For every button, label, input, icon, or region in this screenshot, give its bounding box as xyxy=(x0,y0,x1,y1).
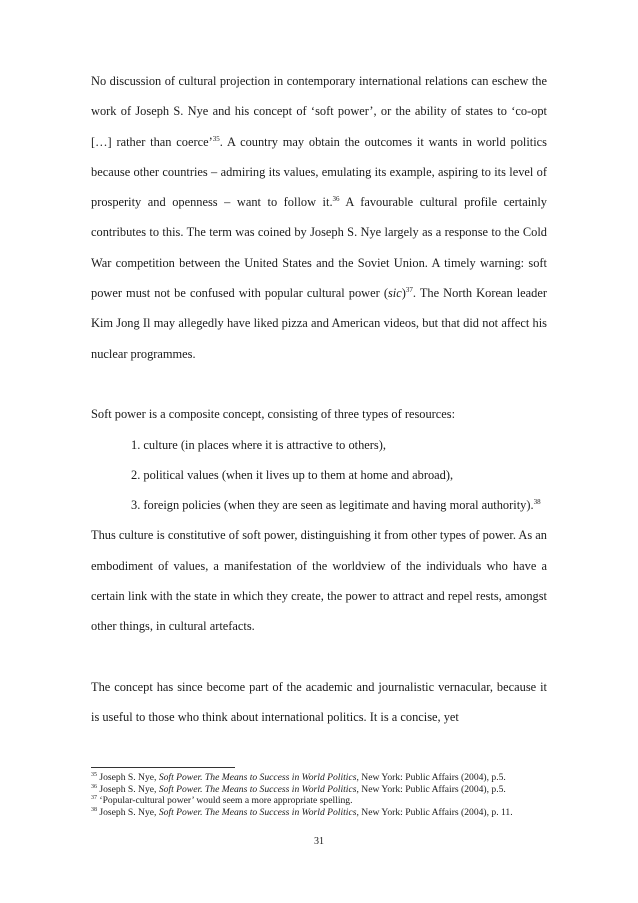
footnote-author: Joseph S. Nye, xyxy=(97,783,159,795)
sic-term: sic xyxy=(387,286,402,301)
footnote-number: 38 xyxy=(91,806,97,813)
footnote-number: 37 xyxy=(91,795,97,801)
footnote-author: Joseph S. Nye, xyxy=(97,772,159,783)
paragraph-3: Thus culture is constitutive of soft power, distinguishing it from other types of power. As an embodiment of values, a manifestation of the worldview of the individuals who have a certain link with the state in which they create, the power to attract and repel rests, amongst other things, in cultural artefacts. xyxy=(91,528,547,634)
footnotes xyxy=(91,772,561,818)
footnote-title: Soft Power. The Means to Success in World Politics xyxy=(158,806,357,818)
footnote-title: Soft Power. The Means to Success in World Politics xyxy=(158,772,357,783)
paragraph-2: Soft power is a composite concept, consisting of three types of resources: xyxy=(91,407,456,422)
footnote-36 xyxy=(91,784,561,796)
paragraph-gap xyxy=(91,642,547,672)
footnote-divider xyxy=(91,767,235,768)
paragraph-gap xyxy=(91,369,547,399)
footnote-title: Soft Power. The Means to Success in World Politics xyxy=(158,783,357,795)
list-item-foreign-policies-text: 3. foreign policies (when they are seen as legitimate and having moral authority). xyxy=(131,498,534,513)
footnote-number: 35 xyxy=(91,771,97,778)
footnote-ref-37[interactable]: 37 xyxy=(405,285,413,294)
footnote-35 xyxy=(91,772,561,784)
paragraph-1 xyxy=(91,66,547,369)
footnote-author: Joseph S. Nye, xyxy=(97,806,159,818)
footnote-37 xyxy=(91,795,561,807)
footnote-publication: , New York: Public Affairs (2004), p.5. xyxy=(356,772,506,783)
list-item-political-values: 2. political values (when it lives up to them at home and abroad), xyxy=(131,467,454,482)
footnote-publication: , New York: Public Affairs (2004), p.5. xyxy=(356,783,506,795)
page-number: 31 xyxy=(314,836,324,847)
resource-list xyxy=(91,430,547,521)
footnote-ref-35[interactable]: 35 xyxy=(212,134,220,143)
footnote-number: 36 xyxy=(91,783,97,790)
footnote-ref-36[interactable]: 36 xyxy=(332,195,340,204)
body-text xyxy=(91,66,547,733)
footnote-publication: , New York: Public Affairs (2004), p. 11. xyxy=(356,806,513,818)
list-item-foreign-policies xyxy=(91,490,547,520)
footnote-ref-38[interactable]: 38 xyxy=(533,498,541,507)
list-item-culture: 1. culture (in places where it is attractive to others), xyxy=(131,437,386,452)
paragraph-1-text-c: A favourable cultural profile certainly contributes to this. The term was coined by Joseph S. Nye largely as a response to the Cold War competition between the United States and the Soviet Union. A timely warning: soft power must not be confused with popular cultural power ( xyxy=(91,195,547,301)
footnote-38 xyxy=(91,807,561,819)
footnote-text: ‘Popular-cultural power’ would seem a more appropriate spelling. xyxy=(97,795,353,807)
paragraph-1-text-a: No discussion of cultural projection in contemporary international relations can eschew the work of Joseph S. Nye and his concept of ‘soft power’, or the ability of states to ‘co-opt […] rather than coerce’ xyxy=(91,74,547,149)
paragraph-4: The concept has since become part of the academic and journalistic vernacular, because it is useful to those who think about international politics. It is a concise, yet xyxy=(91,679,547,725)
paragraph-1-text-d: ) xyxy=(401,286,406,301)
paragraph-1-text-e: . The North Korean leader Kim Jong Il may allegedly have liked pizza and American videos, but that did not affect his nuclear programmes. xyxy=(91,286,547,361)
paragraph-1-text-b: . A country may obtain the outcomes it wants in world politics because other countries – admiring its values, emulating its example, aspiring to its level of prosperity and openness – want to follow it. xyxy=(91,134,547,210)
